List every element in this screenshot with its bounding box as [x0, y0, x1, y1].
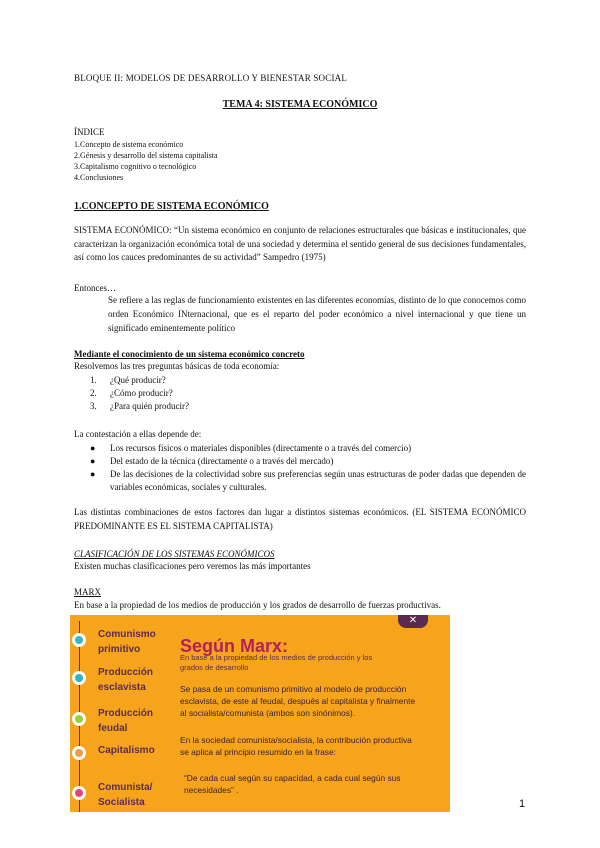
marx-heading: MARX — [74, 587, 102, 597]
list-text: Los recursos físicos o materiales disponibles (directamente o a través del comercio) — [110, 443, 412, 453]
timeline-dot-inner — [75, 715, 83, 723]
timeline-dot — [72, 671, 86, 685]
contestacion-paragraph: La contestación a ellas depende de: — [74, 429, 202, 439]
infographic-paragraph: Se pasa de un comunismo primitivo al modelo de producción esclavista, de este al feudal, después al capitalista y finalmente al socialista/comunista (ambos son sinónimos). — [180, 684, 416, 719]
list-text: ¿Qué producir? — [110, 375, 166, 385]
list-text: Del estado de la técnica (directamente o a través del mercado) — [110, 456, 334, 467]
list-item — [90, 468, 526, 494]
list-item — [90, 455, 526, 468]
combinaciones-paragraph: Las distintas combinaciones de estos factores dan lugar a distintos sistemas económicos. (EL SISTEMA ECONÓMICO PREDOMINANTE ES EL SISTEMA CAPITALISTA) — [74, 507, 526, 531]
subsection-heading: Mediante el conocimiento de un sistema económico concreto — [74, 349, 305, 359]
list-text: De las decisiones de la colectividad sobre sus preferencias según unas estructuras de poder dadas que dependen de variables económicas, sociales y culturales. — [110, 469, 526, 493]
definition-paragraph: SISTEMA ECONÓMICO: “Un sistema económico en conjunto de relaciones estructurales que básicas e institucionales, que caracterizan la organización económica total de una sociedad y determina el sentido general de sus decisiones fundamentales, así como los cauces predominantes de su actividad” Sampedro (1975) — [74, 225, 526, 262]
marx-infographic — [70, 615, 450, 812]
bullet-icon: ● — [90, 456, 96, 467]
list-item — [90, 400, 189, 413]
page-number: 1 — [519, 798, 526, 810]
list-text: ¿Cómo producir? — [110, 388, 173, 399]
list-item — [90, 442, 526, 455]
list-text: ¿Para quién producir? — [110, 401, 189, 412]
timeline-dot — [72, 786, 86, 800]
stage-label: Comunista/ Socialista — [98, 782, 153, 808]
list-number: 3. — [90, 401, 97, 412]
questions-list — [90, 374, 189, 413]
topic-title: TEMA 4: SISTEMA ECONÓMICO — [222, 99, 378, 110]
infographic-title: Según Marx: — [180, 636, 289, 656]
toc-item: 2.Génesis y desarrollo del sistema capitalista — [74, 151, 218, 161]
timeline-dot — [72, 633, 86, 647]
timeline-dot-inner — [75, 636, 83, 644]
resolvemos-paragraph: Resolvemos las tres preguntas básicas de toda economía: — [74, 361, 280, 371]
section-heading: 1.CONCEPTO DE SISTEMA ECONÓMICO — [74, 201, 269, 212]
timeline-dot-inner — [75, 789, 83, 797]
infographic-paragraph: En la sociedad comunista/socialista, la contribución productiva se aplica al principio resumido en la frase: — [180, 735, 412, 758]
close-icon[interactable]: ✕ — [398, 615, 428, 628]
marx-paragraph: En base a la propiedad de los medios de producción y los grados de desarrollo de fuerzas productivas. — [74, 600, 441, 610]
bullet-icon: ● — [90, 443, 96, 453]
toc-title: ÍNDICE — [74, 127, 105, 137]
entonces-paragraph: Se refiere a las reglas de funcionamiento existentes en las diferentes economías, distinto de lo que conocemos como orden Económico INternacional, que es el reparto del poder económico a nivel internacional y que tiene un significado eminentemente político — [108, 295, 526, 333]
block-heading: BLOQUE II: MODELOS DE DESARROLLO Y BIENESTAR SOCIAL — [74, 73, 348, 83]
list-item — [90, 374, 189, 387]
stage-label: Producción feudal — [98, 708, 154, 734]
toc-item: 3.Capitalismo cognitivo o tecnológico — [74, 162, 197, 172]
toc-item: 1.Concepto de sistema económico — [74, 140, 184, 150]
list-item — [90, 387, 189, 400]
list-number: 2. — [90, 388, 97, 399]
clasificacion-heading: CLASIFICACIÓN DE LOS SISTEMAS ECONÓMICOS — [74, 549, 275, 559]
stage-label: Comunismo primitivo — [98, 629, 156, 655]
infographic-subtitle: En base a la propiedad de los medios de producción y los grados de desarrollo — [180, 653, 373, 672]
timeline-dot — [72, 712, 86, 726]
list-number: 1. — [90, 375, 97, 385]
factors-list — [90, 442, 526, 494]
stage-label: Producción esclavista — [98, 667, 154, 693]
timeline-dot-inner — [75, 674, 83, 682]
timeline-dot-inner — [75, 749, 83, 757]
infographic-quote: “De cada cual según su capacidad, a cada cual según sus necesidades” . — [184, 773, 401, 796]
timeline-dot — [72, 746, 86, 760]
toc-item: 4.Conclusiones — [74, 173, 124, 183]
clasificacion-paragraph: Existen muchas clasificaciones pero veremos las más importantes — [74, 561, 311, 571]
table-of-contents — [74, 126, 218, 183]
entonces-label: Entonces… — [74, 283, 116, 293]
bullet-icon: ● — [90, 469, 96, 480]
stage-label: Capitalismo — [98, 745, 155, 756]
